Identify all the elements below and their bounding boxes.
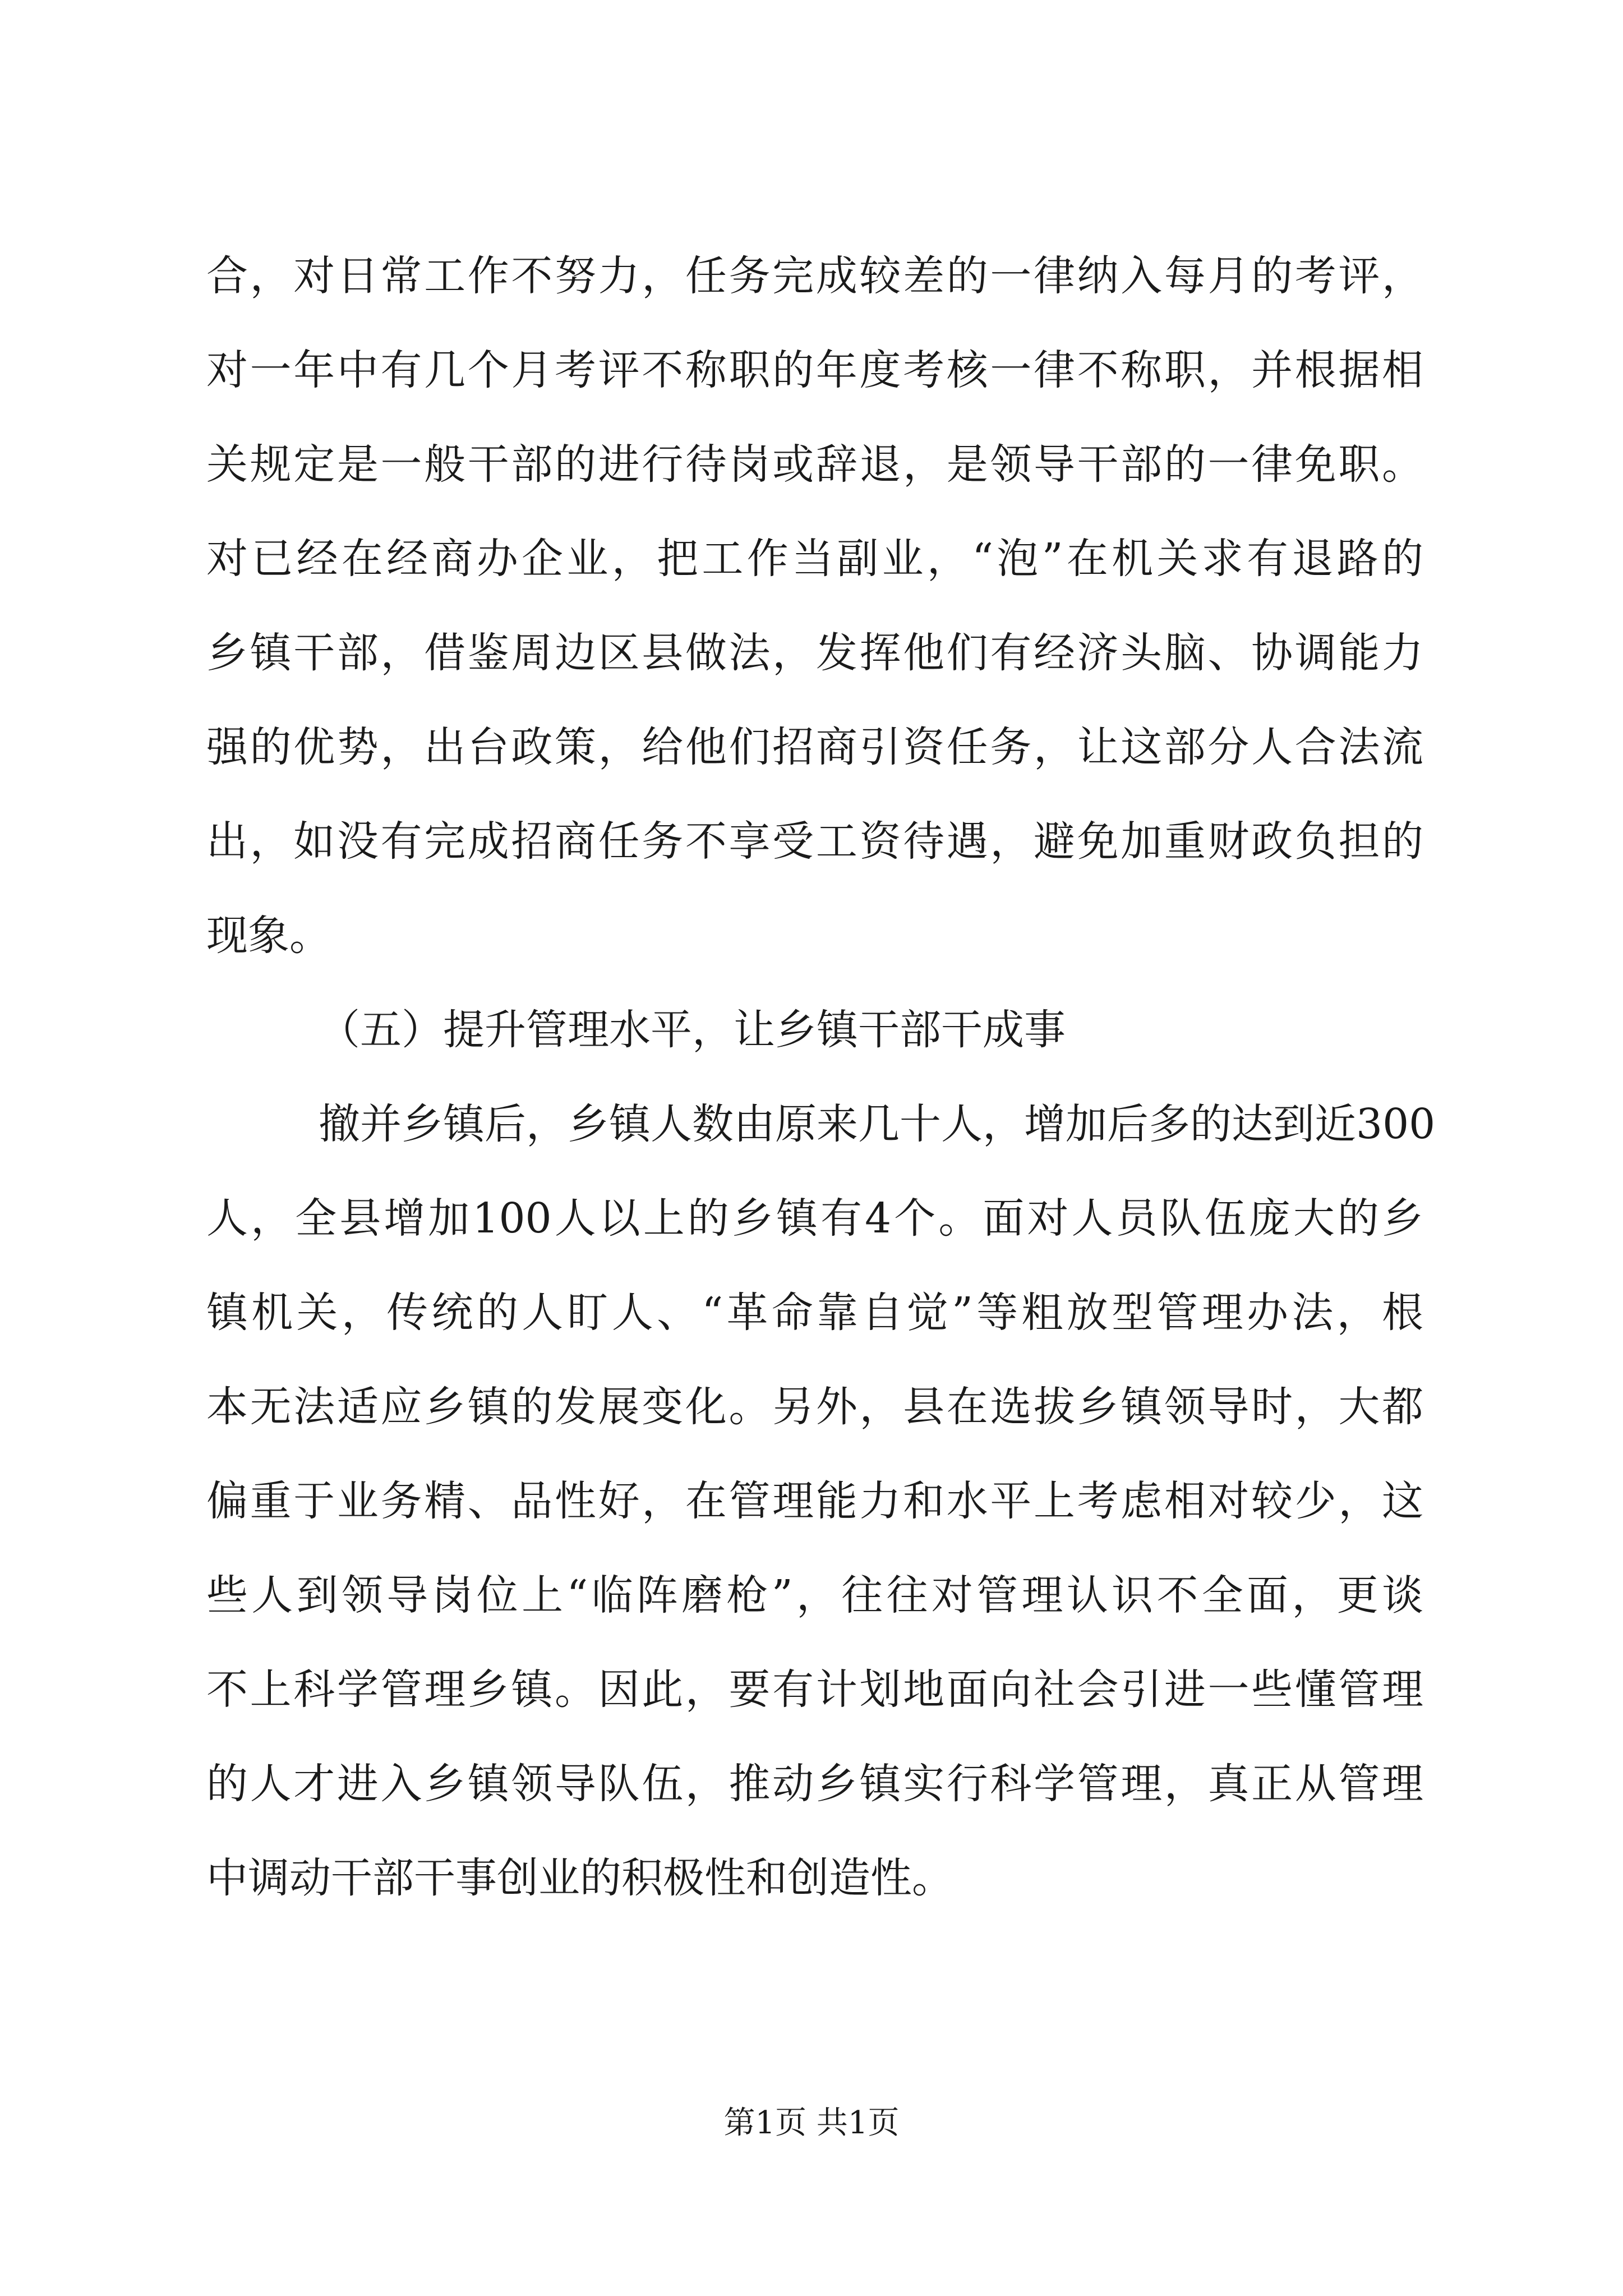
- section-heading: （五）提升管理水平，让乡镇干部干成事: [319, 1006, 1066, 1054]
- text-line: 偏重于业务精、品性好，在管理能力和水平上考虑相对较少，这: [206, 1477, 1423, 1525]
- text-line: 乡镇干部，借鉴周边区县做法，发挥他们有经济头脑、协调能力: [206, 629, 1423, 677]
- text-line: 对已经在经商办企业，把工作当副业，“泡”在机关求有退路的: [206, 535, 1423, 583]
- text-line: 强的优势，出台政策，给他们招商引资任务，让这部分人合法流: [206, 723, 1423, 771]
- text-line: 人，全县增加100人以上的乡镇有4个。面对人员队伍庞大的乡: [206, 1194, 1423, 1243]
- text-line: 本无法适应乡镇的发展变化。另外，县在选拔乡镇领导时，大都: [206, 1383, 1423, 1431]
- text-line: 镇机关，传统的人盯人、“革命靠自觉”等粗放型管理办法，根: [206, 1289, 1423, 1337]
- body-text: [206, 229, 1436, 1925]
- text-line: 不上科学管理乡镇。因此，要有计划地面向社会引进一些懂管理: [206, 1665, 1423, 1714]
- text-line: 撤并乡镇后，乡镇人数由原来几十人，增加后多的达到近300: [319, 1100, 1436, 1148]
- page-footer: 第1页 共1页: [723, 2105, 900, 2141]
- text-line: 些人到领导岗位上“临阵磨枪”，往往对管理认识不全面，更谈: [206, 1571, 1423, 1619]
- text-line: 关规定是一般干部的进行待岗或辞退，是领导干部的一律免职。: [206, 440, 1423, 489]
- text-line: 现象。: [206, 912, 331, 960]
- text-line: 合，对日常工作不努力，任务完成较差的一律纳入每月的考评，: [206, 252, 1423, 300]
- text-line: 中调动干部干事创业的积极性和创造性。: [206, 1854, 953, 1902]
- text-line: 的人才进入乡镇领导队伍，推动乡镇实行科学管理，真正从管理: [206, 1760, 1423, 1808]
- text-line: 对一年中有几个月考评不称职的年度考核一律不称职，并根据相: [206, 346, 1423, 394]
- text-line: 出，如没有完成招商任务不享受工资待遇，避免加重财政负担的: [206, 817, 1423, 866]
